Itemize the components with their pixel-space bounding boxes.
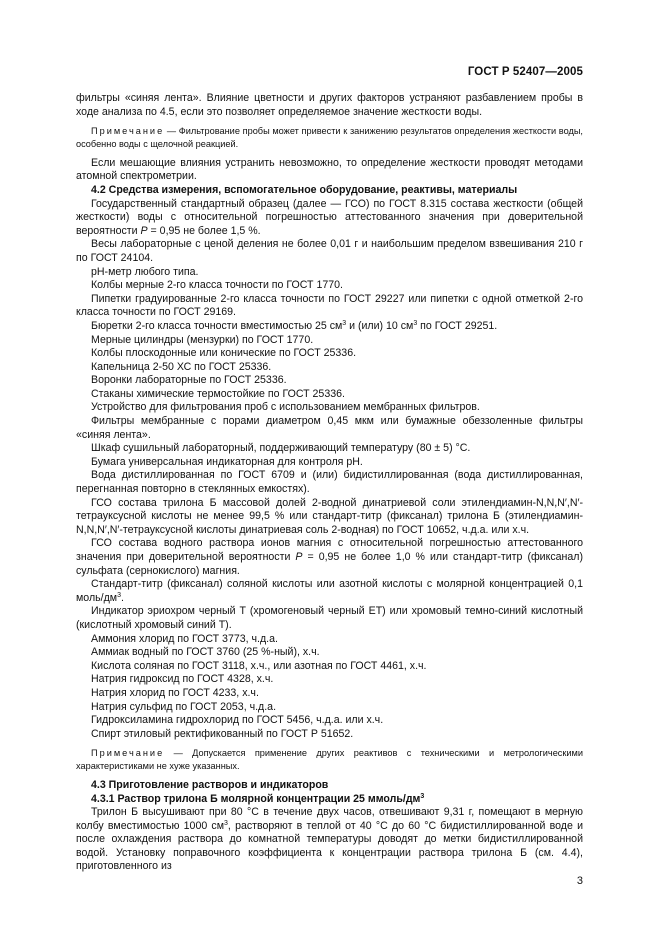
list-item: Индикатор эриохром черный Т (хромогеновый черный ЕТ) или хромовый темно-синий кислотный (кислотный хромовый синий Т). <box>76 605 583 631</box>
text: ГСО состава водного раствора ионов магния с относительной погрешностью аттестованного значения при доверительной вероятности <box>76 537 583 563</box>
list-item: Капельница 2-50 ХС по ГОСТ 25336. <box>91 360 272 373</box>
list-item: Спирт этиловый ректификованный по ГОСТ Р 51652. <box>91 727 354 740</box>
list-item: Мерные цилиндры (мензурки) по ГОСТ 1770. <box>91 333 314 346</box>
list-item: Аммиак водный по ГОСТ 3760 (25 %-ный), х.ч. <box>91 646 320 659</box>
page-number: 3 <box>576 875 583 887</box>
superscript: 3 <box>224 819 228 827</box>
text: P <box>140 224 148 237</box>
list-item: Кислота соляная по ГОСТ 3118, х.ч., или азотная по ГОСТ 4461, х.ч. <box>91 659 427 672</box>
list-item: Вода дистиллированная по ГОСТ 6709 и (или) бидистиллированная (вода дистиллированная, перегнанная повторно в стеклянных емкостях). <box>76 469 583 496</box>
list-item <box>76 578 583 605</box>
list-item: Натрия гидроксид по ГОСТ 4328, х.ч. <box>91 673 274 686</box>
note <box>76 747 583 773</box>
list-item: Колбы плоскодонные или конические по ГОСТ 25336. <box>91 347 357 360</box>
section-heading-4-2: 4.2 Средства измерения, вспомогательное оборудование, реактивы, материалы <box>91 183 518 196</box>
note-label: Примечание <box>91 748 165 759</box>
paragraph: Если мешающие влияния устранить невозможно, то определение жесткости проводят методами атомной спектрометрии. <box>76 156 583 183</box>
list-item: Бумага универсальная индикаторная для контроля pH. <box>91 455 363 468</box>
list-item: Устройство для фильтрования проб с использованием мембранных фильтров. <box>91 401 480 414</box>
text: Бюретки 2-го класса точности вместимостью 25 см <box>91 319 343 332</box>
list-item: pH-метр любого типа. <box>91 265 199 278</box>
list-item: Стаканы химические термостойкие по ГОСТ 25336. <box>91 387 345 400</box>
paragraph: Весы лабораторные с ценой деления не более 0,01 г и наибольшим пределом взвешивания 210 г по ГОСТ 24104. <box>76 238 583 264</box>
list-item: Шкаф сушильный лабораторный, поддерживающий температуру (80 ± 5) °С. <box>91 442 471 455</box>
superscript: 3 <box>413 319 418 327</box>
paragraph: фильтры «синяя лента». Влияние цветности и других факторов устраняют разбавлением пробы в ходе анализа по 4.5, если это позволяет определяемое значение жесткости воды. <box>76 92 583 118</box>
note-text: — Фильтрование пробы может привести к занижению результатов определения жесткости воды, особенно воды с щелочной реакцией. <box>76 126 583 149</box>
text: Стандарт-титр (фиксанал) соляной кислоты или азотной кислоты с молярной концентрацией 0,1 моль/дм <box>76 578 583 604</box>
list-item <box>76 320 583 334</box>
note-label: Примечание <box>91 126 165 137</box>
note <box>76 125 583 151</box>
list-item: Пипетки градуированные 2-го класса точности по ГОСТ 29227 или пипетки с одной отметкой 2-го класса точности по ГОСТ 29169. <box>76 292 583 319</box>
paragraph <box>76 806 583 874</box>
paragraph <box>76 198 583 239</box>
text: = 0,95 не более 1,5 %. <box>147 224 261 237</box>
note-text: — Допускается применение других реактивов с техническими и метрологическими характеристиками не хуже указанных. <box>76 748 583 772</box>
text: Государственный стандартный образец (далее — ГСО) по ГОСТ 8.315 состава жесткости (общей жесткости) воды с относительной погрешностью аттестованного значения при доверительной вероятности <box>76 197 583 237</box>
superscript: 3 <box>117 591 121 599</box>
list-item: Натрия сульфид по ГОСТ 2053, ч.д.а. <box>91 700 277 713</box>
list-item: Колбы мерные 2-го класса точности по ГОСТ 1770. <box>91 279 343 292</box>
document-body <box>76 92 583 874</box>
text: 4.3.1 Раствор трилона Б молярной концентрации 25 ммоль/дм <box>91 792 421 805</box>
text: . <box>120 591 124 604</box>
text: P <box>295 551 303 563</box>
section-heading-4-3-1 <box>76 793 583 807</box>
text: и (или) 10 см <box>346 319 414 332</box>
text: по ГОСТ 29251. <box>417 319 498 332</box>
list-item: Воронки лабораторные по ГОСТ 25336. <box>91 374 287 387</box>
list-item: Натрия хлорид по ГОСТ 4233, х.ч. <box>91 686 259 699</box>
list-item <box>76 537 583 578</box>
text: Трилон Б высушивают при 80 °С в течение двух часов, отвешивают 9,31 г, помещают в мерную колбу вместимостью 1000 см <box>76 806 583 832</box>
document-header: ГОСТ Р 52407—2005 <box>467 66 583 78</box>
list-item: Гидроксиламина гидрохлорид по ГОСТ 5456, ч.д.а. или х.ч. <box>91 714 384 727</box>
list-item: ГСО состава трилона Б массовой долей 2-водной динатриевой соли этилендиамин-N,N,N′,N′-тетрауксусной кислоты не менее 99,5 % или стандарт-титр (фиксанал) трилона Б (этилендиамин-N,N,N′,N′-тетрауксусной кислоты динатриевая соль 2-водная) по ГОСТ 10652, ч.д.а. или х.ч. <box>76 496 583 536</box>
list-item: Фильтры мембранные с порами диаметром 0,45 мкм или бумажные обеззоленные фильтры «синяя лента». <box>76 415 583 441</box>
text: , растворяют в теплой от 40 °С до 60 °С бидистиллированной воде и после охлаждения раствора до комнатной температуры доводят до метки бидистиллированной водой. Установку поправочного коэффициента к концентрации раствора трилона Б (см. 4.4), приготовленного из <box>76 819 583 873</box>
section-heading-4-3: 4.3 Приготовление растворов и индикаторов <box>91 778 329 791</box>
superscript: 3 <box>342 319 347 327</box>
superscript: 3 <box>420 792 425 800</box>
list-item: Аммония хлорид по ГОСТ 3773, ч.д.а. <box>91 632 278 645</box>
text: = 0,95 не более 1,0 % или стандарт-титр (фиксанал) сульфата (сернокислого) магния. <box>76 551 583 577</box>
